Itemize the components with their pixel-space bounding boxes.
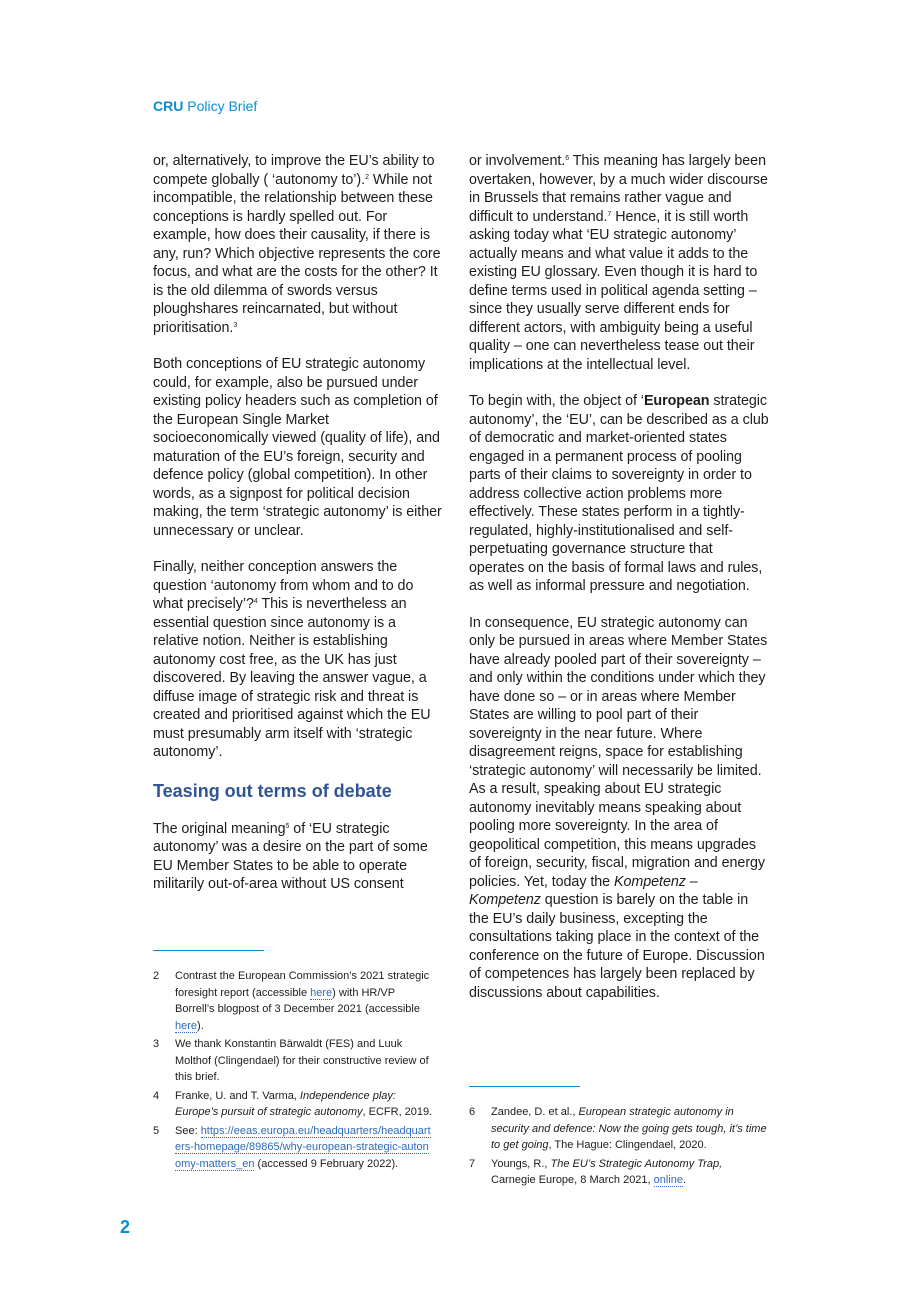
left-column xyxy=(153,152,453,912)
paragraph: Both conceptions of EU strategic autonomy could, for example, also be pursued under existing policy headers such as completion of the European Single Market socioeconomically viewed (quality of life), and maturation of the EU’s foreign, security and defence policy (global competition). In other words, as a signpost for political decision making, the term ‘strategic autonomy’ is either unnecessary or unclear. xyxy=(153,356,442,539)
paragraph: To begin with, the object of ‘European strategic autonomy’, the ‘EU’, can be described as a club of democratic and market-oriented states engaged in a permanent process of pooling parts of their claims to sovereignty in order to address collective action problems more effectively. These states perform in a tightly-regulated, highly-institutionalised and self-perpetuating governance structure that operates on the basis of formal laws and rules, as well as informal pressure and negotiation. xyxy=(469,393,769,594)
footnotes-right xyxy=(469,1104,769,1191)
footnote-ref[interactable]: 4 xyxy=(253,598,258,605)
header-subtitle: Policy Brief xyxy=(187,98,258,114)
running-header xyxy=(153,97,257,115)
footnote-divider xyxy=(469,1086,580,1087)
paragraph: The original meaning$^5$ of ‘EU strategic autonomy’ was a desire on the part of some EU Member States to be able to operate militarily out-of-area without US consent xyxy=(153,820,428,892)
footnote: 7 Youngs, R., The EU’s Strategic Autonomy Trap, Carnegie Europe, 8 March 2021, online. xyxy=(469,1157,723,1186)
page-number: 2 xyxy=(120,1217,131,1237)
footnote: 3 We thank Konstantin Bärwaldt (FES) and Luuk Molthof (Clingendael) for their constructive review of this brief. xyxy=(153,1038,429,1083)
footnote-ref[interactable]: 7 xyxy=(607,210,612,218)
paragraph: In consequence, EU strategic autonomy can only be pursued in areas where Member States have already pooled part of their sovereignty – and only within the conditions under which they have done so – or in areas where Member States are willing to pool part of their sovereignty in the near future. Where disagreement reigns, space for establishing ‘strategic autonomy’ will necessarily be limited. As a result, speaking about EU strategic autonomy inevitably means speaking about pooling more sovereignty. In the area of geopolitical competition, this means upgrades of foreign, security, fiscal, migration and energy policies. Yet, today the Kompetenz – Kompetenz question is barely on the table in the EU’s daily business, excepting the consultations taking place in the context of the conference on the future of Europe. Discussion of competences has largely been replaced by discussions about capabilities. xyxy=(469,614,768,1001)
footnote-link[interactable]: here xyxy=(175,1019,198,1032)
footnote-link[interactable]: online xyxy=(653,1174,684,1186)
section-heading: Teasing out terms of debate xyxy=(153,780,392,801)
right-column xyxy=(469,152,769,1020)
footnote: 2 Contrast the European Commission’s 2021 strategic foresight report (accessible here) with HR/VP Borrell’s blogpost of 3 December 2021 (accessible here). xyxy=(153,970,430,1032)
footnote-ref[interactable]: 3 xyxy=(233,321,238,329)
paragraph: Finally, neither conception answers the question ‘autonomy from whom and to do what precisely’?$^4$ This is nevertheless an essential question since autonomy is a relative notion. Neither is establishing autonomy cost free, as the UK has just discovered. By leaving the answer vague, a diffuse image of strategic risk and threat is created and prioritised against which the EU must presumably arm itself with ‘strategic autonomy’. xyxy=(153,559,431,760)
footnotes-left xyxy=(153,968,433,1174)
paragraph: or, alternatively, to improve the EU’s ability to compete globally ( ‘autonomy to’).$^2$ While not incompatible, the relationship between these conceptions is hardly spelled out. For example, how does their causality, if there is any, run? Which objective represents the core focus, and what are the costs for the other? It is the old dilemma of swords versus ploughshares reincarnated, but without prioritisation.$^3$ xyxy=(153,153,441,336)
footnote-divider xyxy=(153,950,264,951)
footnote: 4 Franke, U. and T. Varma, Independence play: Europe’s pursuit of strategic autonomy, ECFR, 2019. xyxy=(153,1089,433,1118)
footnote-ref[interactable]: 2 xyxy=(365,173,369,181)
footnote: 5 See: https://eeas.europa.eu/headquarters/headquarters-homepage/89865/why-european-strategic-autonomy-matters_en (accessed 9 February 2022). xyxy=(153,1124,431,1170)
footnote-ref[interactable]: 6 xyxy=(565,155,570,162)
footnote-link[interactable]: here xyxy=(310,986,333,999)
footnote-ref[interactable]: 5 xyxy=(285,822,290,830)
brand-label: CRU xyxy=(153,98,184,114)
footnote: 6 Zandee, D. et al., European strategic autonomy in security and defence: Now the going gets tough, it’s time to get going, The Hague: Clingendael, 2020. xyxy=(469,1106,767,1151)
footnote-link[interactable]: https://eeas.europa.eu/headquarters/headquarters-homepage/89865/why-european-strategic-autonomy-matters_en xyxy=(175,1124,431,1170)
paragraph: or involvement.$^6$ This meaning has largely been overtaken, however, by a much wider discourse in Brussels that remains rather vague and difficult to understand.$^7$ Hence, it is still worth asking today what ‘EU strategic autonomy’ actually means and what value it adds to the existing EU glossary. Even though it is hard to define terms used in political agenda setting – since they usually serve different ends for different actors, with ambiguity being a useful quality – one can nevertheless tease out their implications at the intellectual level. xyxy=(469,153,768,373)
